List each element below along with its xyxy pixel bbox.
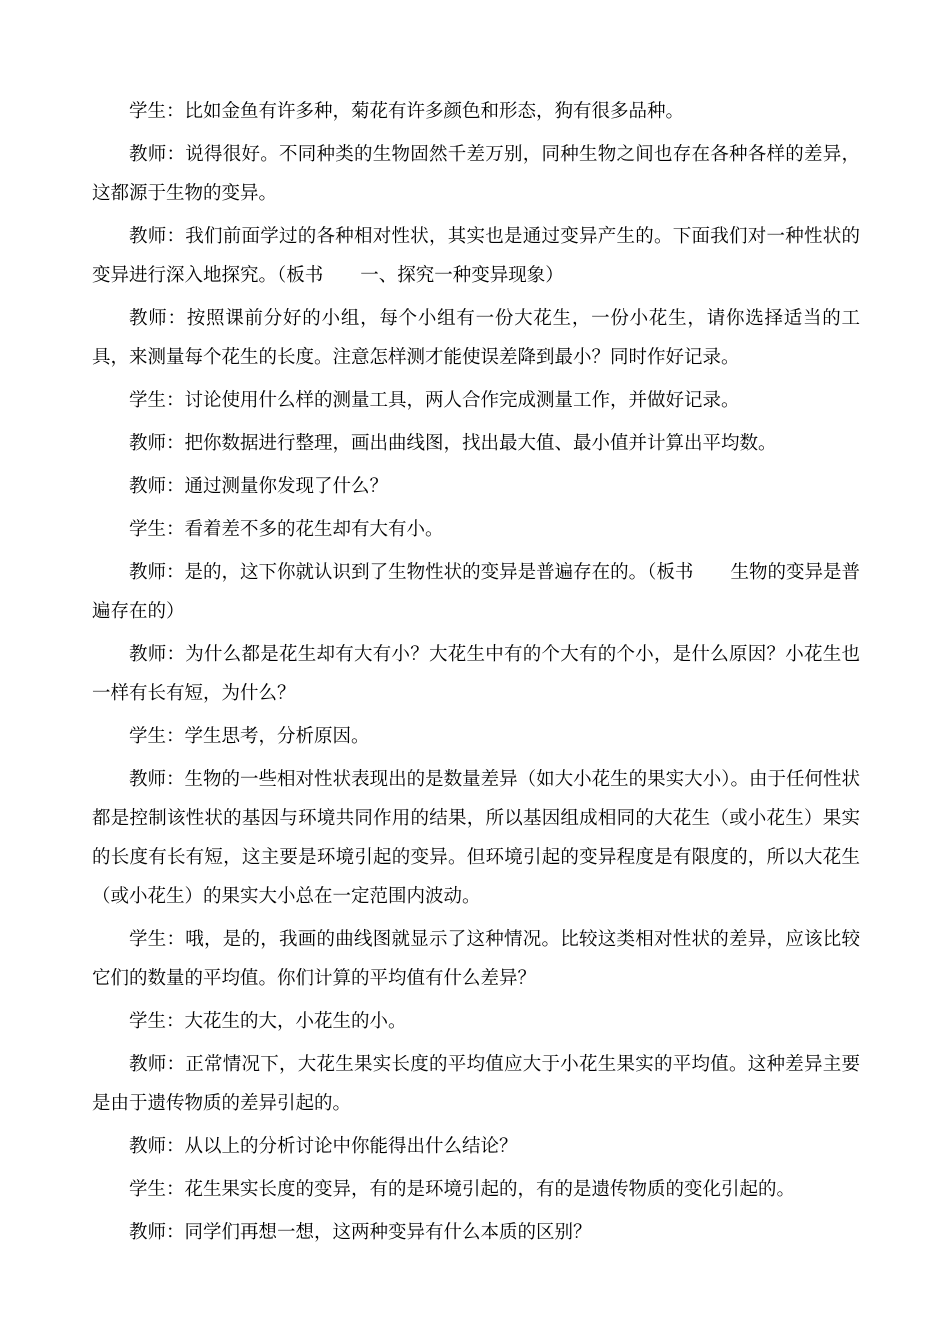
paragraph-3: 教师：我们前面学过的各种相对性状，其实也是通过变异产生的。下面我们对一种性状的变异进行深入地探究。（板书 一、探究一种变异现象） bbox=[92, 226, 860, 286]
paragraph-16: 教师：从以上的分析讨论中你能得出什么结论？ bbox=[129, 1136, 518, 1157]
document-page bbox=[92, 92, 860, 1256]
paragraph-13: 学生：哦，是的，我画的曲线图就显示了这种情况。比较这类相对性状的差异，应该比较它们的数量的平均值。你们计算的平均值有什么差异？ bbox=[92, 929, 860, 989]
paragraph-4: 教师：按照课前分好的小组，每个小组有一份大花生，一份小花生，请你选择适当的工具，来测量每个花生的长度。注意怎样测才能使误差降到最小？同时作好记录。 bbox=[92, 308, 860, 368]
paragraph-9: 教师：是的，这下你就认识到了生物性状的变异是普遍存在的。（板书 生物的变异是普遍存在的） bbox=[92, 562, 860, 622]
paragraph-11: 学生：学生思考，分析原因。 bbox=[129, 726, 370, 747]
paragraph-2: 教师：说得很好。不同种类的生物固然千差万别，同种生物之间也存在各种各样的差异，这都源于生物的变异。 bbox=[92, 144, 860, 204]
paragraph-12: 教师：生物的一些相对性状表现出的是数量差异（如大小花生的果实大小）。由于任何性状都是控制该性状的基因与环境共同作用的结果，所以基因组成相同的大花生（或小花生）果实的长度有长有短，这主要是环境引起的变异。但环境引起的变异程度是有限度的，所以大花生（或小花生）的果实大小总在一定范围内波动。 bbox=[92, 769, 860, 907]
paragraph-7: 教师：通过测量你发现了什么？ bbox=[129, 476, 389, 497]
paragraph-18: 教师：同学们再想一想，这两种变异有什么本质的区别？ bbox=[129, 1222, 592, 1243]
paragraph-14: 学生：大花生的大，小花生的小。 bbox=[129, 1011, 407, 1032]
paragraph-5: 学生：讨论使用什么样的测量工具，两人合作完成测量工作，并做好记录。 bbox=[129, 390, 740, 411]
paragraph-17: 学生：花生果实长度的变异，有的是环境引起的，有的是遗传物质的变化引起的。 bbox=[129, 1179, 796, 1200]
paragraph-6: 教师：把你数据进行整理，画出曲线图，找出最大值、最小值并计算出平均数。 bbox=[129, 433, 777, 454]
paragraph-8: 学生：看着差不多的花生却有大有小。 bbox=[129, 519, 444, 540]
paragraph-10: 教师：为什么都是花生却有大有小？大花生中有的个大有的个小，是什么原因？小花生也一样有长有短，为什么？ bbox=[92, 644, 860, 704]
paragraph-1: 学生：比如金鱼有许多种，菊花有许多颜色和形态，狗有很多品种。 bbox=[129, 101, 685, 122]
paragraph-15: 教师：正常情况下，大花生果实长度的平均值应大于小花生果实的平均值。这种差异主要是由于遗传物质的差异引起的。 bbox=[92, 1054, 860, 1114]
